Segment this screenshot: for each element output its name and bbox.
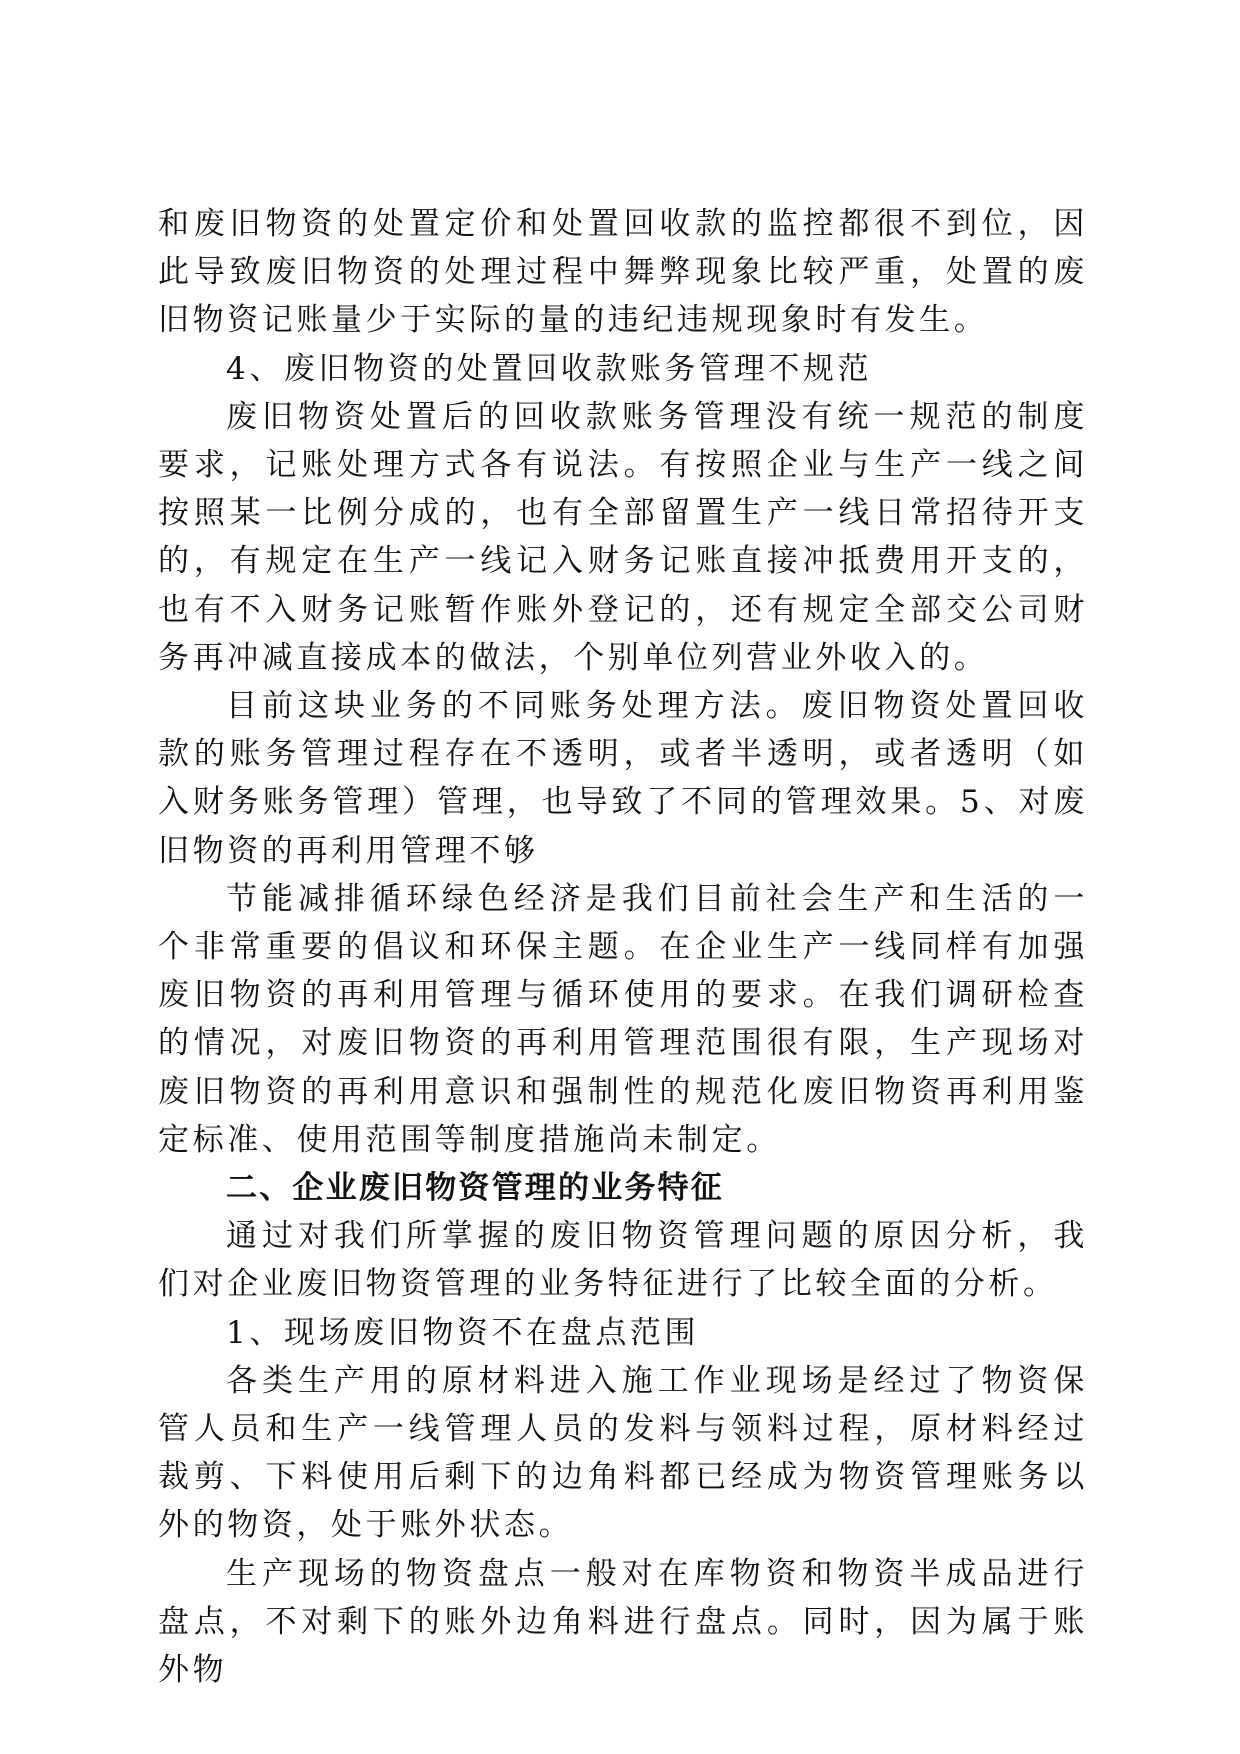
paragraph-current-methods: 目前这块业务的不同账务处理方法。废旧物资处置回收款的账务管理过程存在不透明，或者半透明，或者透明（如入财务账务管理）管理，也导致了不同的管理效果。5、对废旧物资的再利用管理不够	[158, 688, 1088, 869]
paragraph-analysis-intro: 通过对我们所掌握的废旧物资管理问题的原因分析，我们对企业废旧物资管理的业务特征进行了比较全面的分析。	[158, 1218, 1088, 1303]
section-heading-2: 二、企业废旧物资管理的业务特征	[226, 1170, 724, 1207]
paragraph-raw-materials: 各类生产用的原材料进入施工作业现场是经过了物资保管人员和生产一线管理人员的发料与领料过程，原材料经过裁剪、下料使用后剩下的边角料都已经成为物资管理账务以外的物资，处于账外状态。	[158, 1362, 1088, 1544]
paragraph-continuation: 和废旧物资的处置定价和处置回收款的监控都很不到位，因此导致废旧物资的处理过程中舞弊现象比较严重，处置的废旧物资记账量少于实际的量的违纪违规现象时有发生。	[158, 206, 1088, 339]
document-body	[158, 200, 1088, 1694]
paragraph-inventory: 生产现场的物资盘点一般对在库物资和物资半成品进行盘点，不对剩下的账外边角料进行盘点。同时，因为属于账外物	[158, 1555, 1088, 1689]
paragraph-recycling: 节能减排循环绿色经济是我们目前社会生产和生活的一个非常重要的倡议和环保主题。在企业生产一线同样有加强废旧物资的再利用管理与循环使用的要求。在我们调研检查的情况，对废旧物资的再利用管理范围很有限，生产现场对废旧物资的再利用意识和强制性的规范化废旧物资再利用鉴定标准、使用范围等制度措施尚未制定。	[158, 880, 1088, 1158]
subheading-4: 4、废旧物资的处置回收款账务管理不规范	[226, 350, 873, 387]
paragraph-recovery-accounting: 废旧物资处置后的回收款账务管理没有统一规范的制度要求，记账处理方式各有说法。有按照企业与生产一线之间按照某一比例分成的，也有全部留置生产一线日常招待开支的，有规定在生产一线记入财务记账直接冲抵费用开支的，也有不入财务记账暂作账外登记的，还有规定全部交公司财务再冲减直接成本的做法，个别单位列营业外收入的。	[158, 398, 1088, 676]
subheading-1: 1、现场废旧物资不在盘点范围	[226, 1314, 700, 1351]
